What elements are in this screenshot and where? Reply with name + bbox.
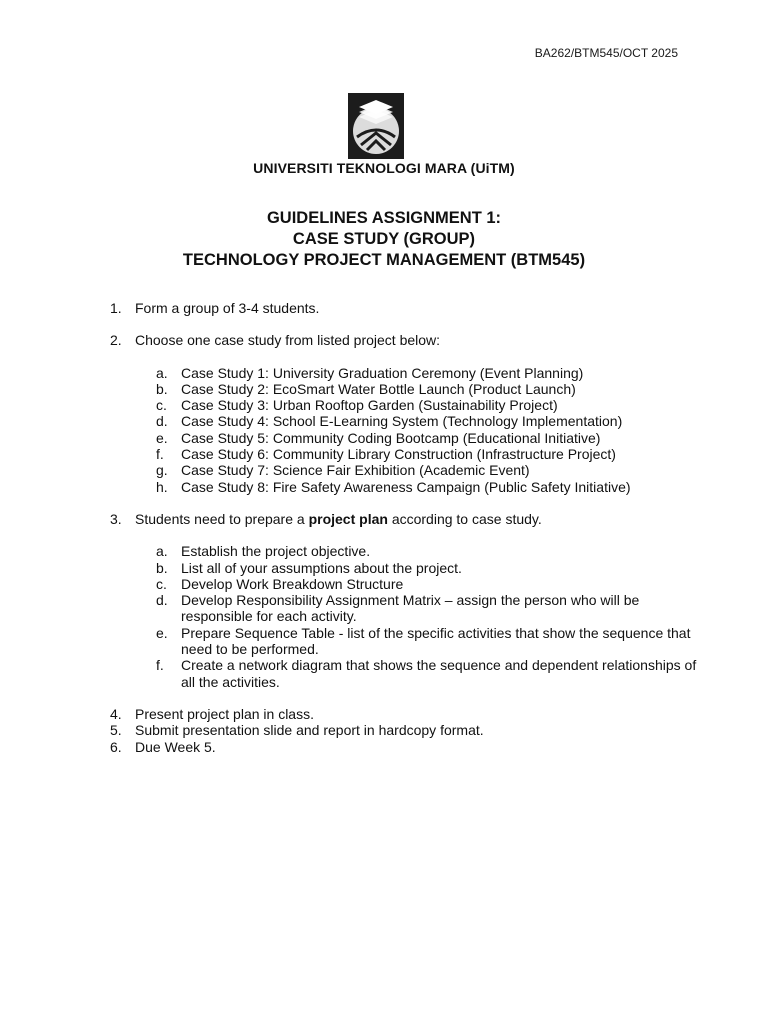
item-number: 2. bbox=[110, 332, 122, 349]
case-study-item bbox=[156, 397, 700, 413]
sub-text: Prepare Sequence Table - list of the specific activities that show the sequence that need to be performed. bbox=[181, 624, 691, 658]
sub-text: Create a network diagram that shows the sequence and dependent relationships of all the activities. bbox=[181, 657, 697, 690]
sub-text: Establish the project objective. bbox=[181, 543, 371, 560]
sub-letter: d. bbox=[156, 413, 168, 430]
item-text: Choose one case study from listed project below: bbox=[135, 332, 441, 349]
list-item bbox=[110, 511, 700, 527]
item-text-pre: Students need to prepare a bbox=[135, 510, 309, 527]
item-text: Present project plan in class. bbox=[135, 705, 314, 722]
uitm-logo bbox=[347, 93, 405, 159]
case-study-item bbox=[156, 365, 700, 381]
sub-text: Case Study 1: University Graduation Ceremony (Event Planning) bbox=[181, 364, 584, 381]
sub-letter: c. bbox=[156, 397, 167, 414]
sub-letter: b. bbox=[156, 380, 168, 397]
case-study-item bbox=[156, 479, 700, 495]
plan-step-item bbox=[156, 625, 700, 658]
plan-step-item bbox=[156, 592, 700, 625]
case-study-item bbox=[156, 430, 700, 446]
item-text-bold: project plan bbox=[308, 510, 388, 527]
sub-text: Case Study 6: Community Library Construction (Infrastructure Project) bbox=[181, 446, 616, 463]
plan-step-item bbox=[156, 657, 700, 690]
title-line-2: CASE STUDY (GROUP) bbox=[292, 230, 476, 248]
sub-text: Case Study 2: EcoSmart Water Bottle Launch (Product Launch) bbox=[181, 380, 576, 397]
item-text: Due Week 5. bbox=[135, 738, 216, 755]
item-text: Form a group of 3-4 students. bbox=[135, 300, 320, 316]
case-study-list bbox=[156, 365, 700, 495]
sub-text: Case Study 7: Science Fair Exhibition (Academic Event) bbox=[181, 462, 530, 479]
item-number: 1. bbox=[110, 300, 122, 316]
sub-text: Case Study 8: Fire Safety Awareness Campaign (Public Safety Initiative) bbox=[181, 478, 631, 495]
sub-letter: h. bbox=[156, 478, 168, 495]
sub-letter: a. bbox=[156, 543, 168, 560]
item-number: 3. bbox=[110, 510, 122, 527]
case-study-item bbox=[156, 446, 700, 462]
item-number: 6. bbox=[110, 738, 122, 755]
list-item bbox=[110, 332, 700, 348]
sub-text: Develop Work Breakdown Structure bbox=[181, 575, 404, 592]
sub-text: Case Study 4: School E-Learning System (Technology Implementation) bbox=[181, 413, 623, 430]
document-title bbox=[0, 208, 768, 271]
sub-letter: c. bbox=[156, 575, 167, 592]
sub-letter: e. bbox=[156, 624, 168, 641]
title-line-3: TECHNOLOGY PROJECT MANAGEMENT (BTM545) bbox=[182, 251, 586, 269]
sub-letter: b. bbox=[156, 559, 168, 576]
sub-text: Case Study 3: Urban Rooftop Garden (Sustainability Project) bbox=[181, 397, 558, 414]
sub-letter: a. bbox=[156, 364, 168, 381]
case-study-item bbox=[156, 462, 700, 478]
plan-step-item bbox=[156, 560, 700, 576]
list-item bbox=[110, 300, 700, 316]
sub-text: Case Study 5: Community Coding Bootcamp (Educational Initiative) bbox=[181, 429, 601, 446]
sub-letter: g. bbox=[156, 462, 168, 479]
university-name: UNIVERSITI TEKNOLOGI MARA (UiTM) bbox=[253, 160, 515, 176]
sub-letter: e. bbox=[156, 429, 168, 446]
sub-letter: f. bbox=[156, 446, 164, 463]
sub-letter: d. bbox=[156, 592, 168, 609]
case-study-item bbox=[156, 381, 700, 397]
sub-letter: f. bbox=[156, 657, 164, 674]
plan-step-item bbox=[156, 576, 700, 592]
sub-text: Develop Responsibility Assignment Matrix – assign the person who will be responsible for each activity. bbox=[181, 592, 640, 625]
list-item bbox=[110, 706, 700, 722]
sub-text: List all of your assumptions about the project. bbox=[181, 559, 462, 576]
case-study-item bbox=[156, 413, 700, 429]
title-line-1: GUIDELINES ASSIGNMENT 1: bbox=[266, 209, 502, 227]
plan-step-item bbox=[156, 543, 700, 559]
list-item bbox=[110, 739, 700, 755]
item-number: 4. bbox=[110, 705, 122, 722]
item-number: 5. bbox=[110, 722, 122, 739]
item-text-post: according to case study. bbox=[387, 510, 542, 527]
course-code: BA262/BTM545/OCT 2025 bbox=[534, 46, 678, 60]
project-plan-list bbox=[156, 543, 700, 690]
item-text bbox=[135, 511, 700, 527]
list-item bbox=[110, 722, 700, 738]
guideline-list bbox=[110, 300, 700, 755]
item-text: Submit presentation slide and report in hardcopy format. bbox=[135, 722, 484, 739]
